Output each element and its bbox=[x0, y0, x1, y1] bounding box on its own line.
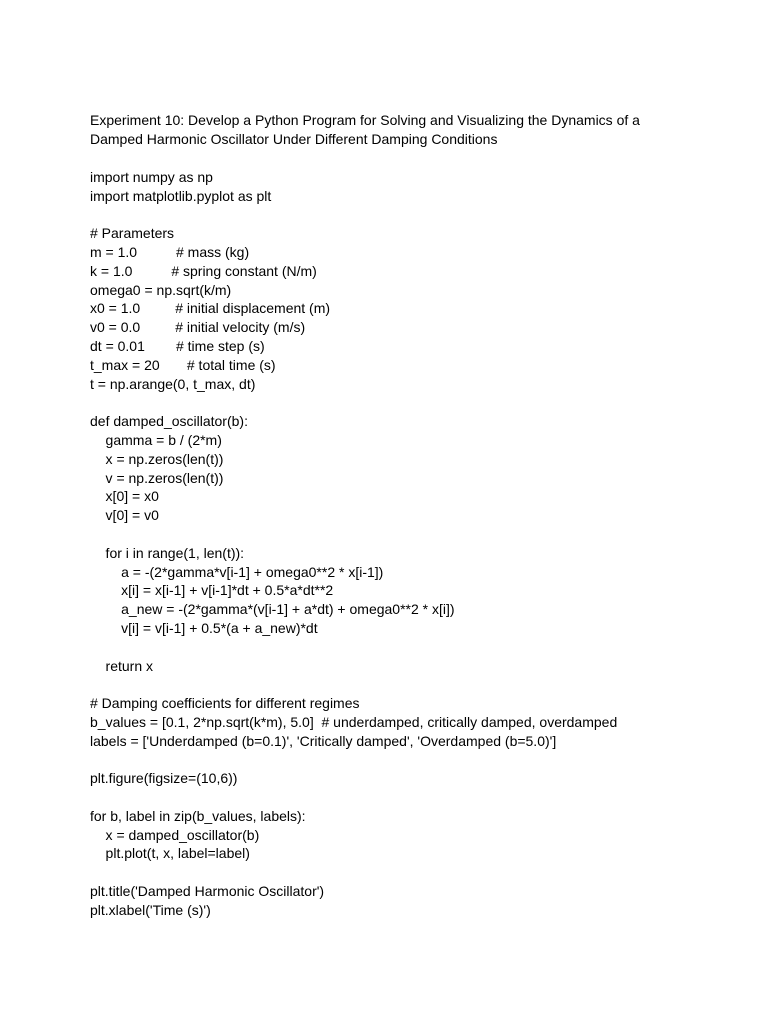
code-line: for i in range(1, len(t)): bbox=[90, 544, 245, 561]
blank-line bbox=[90, 205, 750, 224]
blank-line bbox=[90, 149, 750, 168]
code-line: plt.figure(figsize=(10,6)) bbox=[90, 770, 238, 787]
code-line: omega0 = np.sqrt(k/m) bbox=[90, 281, 232, 298]
code-line: t_max = 20 # total time (s) bbox=[90, 356, 276, 373]
code-line: # Damping coefficients for different regimes bbox=[90, 695, 360, 712]
code-line: x0 = 1.0 # initial displacement (m) bbox=[90, 300, 331, 317]
blank-line bbox=[90, 525, 750, 544]
code-line: x[i] = x[i-1] + v[i-1]*dt + 0.5*a*dt**2 bbox=[90, 582, 334, 599]
code-line: v0 = 0.0 # initial velocity (m/s) bbox=[90, 319, 306, 336]
code-line: for b, label in zip(b_values, labels): bbox=[90, 807, 306, 824]
blank-line bbox=[90, 788, 750, 807]
code-line: b_values = [0.1, 2*np.sqrt(k*m), 5.0] # underdamped, critically damped, overdamped bbox=[90, 713, 618, 730]
title-line-1: Experiment 10: Develop a Python Program for Solving and Visualizing the Dynamics of a bbox=[90, 112, 640, 128]
code-line: a_new = -(2*gamma*(v[i-1] + a*dt) + omega0**2 * x[i]) bbox=[90, 601, 455, 618]
title-line-2: Damped Harmonic Oscillator Under Different Damping Conditions bbox=[90, 131, 498, 147]
code-block bbox=[90, 149, 750, 920]
code-line: labels = ['Underdamped (b=0.1)', 'Critically damped', 'Overdamped (b=5.0)'] bbox=[90, 732, 557, 749]
blank-line bbox=[90, 638, 750, 657]
document-title bbox=[90, 111, 750, 149]
code-line: x[0] = x0 bbox=[90, 488, 159, 505]
code-line: import matplotlib.pyplot as plt bbox=[90, 187, 272, 204]
blank-line bbox=[90, 863, 750, 882]
code-line: t = np.arange(0, t_max, dt) bbox=[90, 375, 256, 392]
code-line: import numpy as np bbox=[90, 168, 213, 185]
code-line: k = 1.0 # spring constant (N/m) bbox=[90, 262, 317, 279]
code-line: v[0] = v0 bbox=[90, 507, 159, 524]
code-line: dt = 0.01 # time step (s) bbox=[90, 337, 265, 354]
code-line: return x bbox=[90, 657, 154, 674]
code-line: m = 1.0 # mass (kg) bbox=[90, 243, 250, 260]
blank-line bbox=[90, 751, 750, 770]
code-line: a = -(2*gamma*v[i-1] + omega0**2 * x[i-1]) bbox=[90, 563, 384, 580]
code-line: # Parameters bbox=[90, 225, 175, 242]
code-line: v[i] = v[i-1] + 0.5*(a + a_new)*dt bbox=[90, 619, 318, 636]
code-line: v = np.zeros(len(t)) bbox=[90, 469, 224, 486]
code-line: plt.title('Damped Harmonic Oscillator') bbox=[90, 883, 325, 900]
code-line: plt.plot(t, x, label=label) bbox=[90, 845, 250, 862]
code-line: def damped_oscillator(b): bbox=[90, 413, 248, 430]
document-page bbox=[90, 111, 750, 920]
blank-line bbox=[90, 393, 750, 412]
code-line: gamma = b / (2*m) bbox=[90, 431, 222, 448]
code-line: x = damped_oscillator(b) bbox=[90, 826, 260, 843]
code-line: x = np.zeros(len(t)) bbox=[90, 450, 224, 467]
code-line: plt.xlabel('Time (s)') bbox=[90, 901, 211, 918]
blank-line bbox=[90, 675, 750, 694]
